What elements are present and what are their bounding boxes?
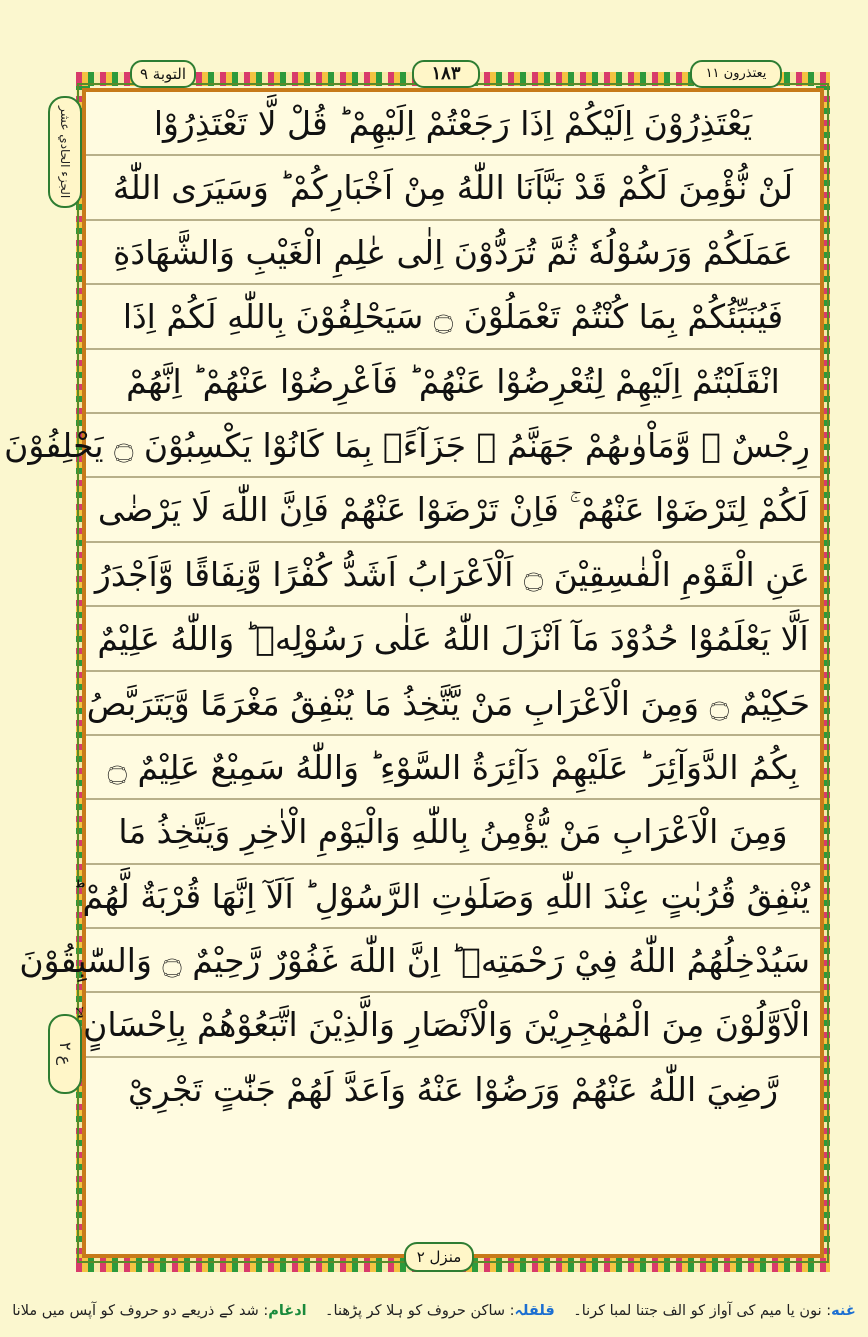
verse-line: يُنْفِقُ قُرُبٰتٍ عِنْدَ اللّٰهِ وَصَلَوٰتِ الرَّسُوْلِ ؕ اَلَآ اِنَّهَا قُرْبَةٌ لَّهُمْ ؕ [86,865,820,929]
legend-term-idgham: ادغام [268,1303,307,1319]
legend-term-qalqala: قلقلہ [514,1303,555,1319]
verse-line: الْاَوَّلُوْنَ مِنَ الْمُهٰجِرِيْنَ وَالْاَنْصَارِ وَالَّذِيْنَ اتَّبَعُوْهُمْ بِاِحْسَانٍ ۙ [86,993,820,1057]
verse-line: سَيُدْخِلُهُمُ اللّٰهُ فِيْ رَحْمَتِهٖ ؕ اِنَّ اللّٰهَ غَفُوْرٌ رَّحِيْمٌ ۝ وَالسّٰبِقُوْنَ [86,929,820,993]
surah-name-label: التوبة ٩ [130,60,196,88]
ruku-marker: ع ٢ [48,1014,82,1094]
manzil-label: منزل ٢ [404,1242,474,1272]
legend-term-ghunna: غنه [831,1303,856,1319]
verse-line: فَيُنَبِّئُكُمْ بِمَا كُنْتُمْ تَعْمَلُوْنَ ۝ سَيَحْلِفُوْنَ بِاللّٰهِ لَكُمْ اِذَا [86,285,820,349]
verse-line: يَعْتَذِرُوْنَ اِلَيْكُمْ اِذَا رَجَعْتُمْ اِلَيْهِمْ ؕ قُلْ لَّا تَعْتَذِرُوْا [86,92,820,156]
page-number: ١٨٣ [412,60,480,88]
verse-line: عَنِ الْقَوْمِ الْفٰسِقِيْنَ ۝ اَلْاَعْرَابُ اَشَدُّ كُفْرًا وَّنِفَاقًا وَّاَجْدَرُ [86,543,820,607]
verse-line: رِجْسٌ ؗ وَّمَاْوٰىهُمْ جَهَنَّمُ ۚ جَزَآءًۢ بِمَا كَانُوْا يَكْسِبُوْنَ ۝ يَحْلِفُوْنَ [86,414,820,478]
verse-line: عَمَلَكُمْ وَرَسُوْلُهٗ ثُمَّ تُرَدُّوْنَ اِلٰى عٰلِمِ الْغَيْبِ وَالشَّهَادَةِ [86,221,820,285]
verse-line: وَمِنَ الْاَعْرَابِ مَنْ يُّؤْمِنُ بِاللّٰهِ وَالْيَوْمِ الْاٰخِرِ وَيَتَّخِذُ مَا [86,800,820,864]
verse-line: رَّضِيَ اللّٰهُ عَنْهُمْ وَرَضُوْا عَنْهُ وَاَعَدَّ لَهُمْ جَنّٰتٍ تَجْرِيْ [127,1069,779,1109]
verse-line: حَكِيْمٌ ۝ وَمِنَ الْاَعْرَابِ مَنْ يَّتَّخِذُ مَا يُنْفِقُ مَغْرَمًا وَّيَتَرَبَّصُ [86,672,820,736]
legend-text-qalqala: : ساکن حروف کو ہلا کر پڑھنا۔ [325,1303,515,1319]
legend-text-ghunna: : نون یا میم کی آواز کو الف جتنا لمبا کرنا۔ [573,1303,832,1319]
page-header [0,56,868,88]
verse-line: لَكُمْ لِتَرْضَوْا عَنْهُمْ ۚ فَاِنْ تَرْضَوْا عَنْهُمْ فَاِنَّ اللّٰهَ لَا يَرْضٰى [86,478,820,542]
legend-text-idgham: : شد کے ذریعے دو حروف کو آپس میں ملانا [12,1303,269,1319]
juz-name-label: يعتذرون ١١ [690,60,782,88]
juz-side-label: الجزء الحادي عشر [48,96,82,208]
verse-line: اَلَّا يَعْلَمُوْا حُدُوْدَ مَآ اَنْزَلَ اللّٰهُ عَلٰى رَسُوْلِهٖ ؕ وَاللّٰهُ عَلِيْمٌ [86,607,820,671]
verse-line: بِكُمُ الدَّوَآئِرَ ؕ عَلَيْهِمْ دَآئِرَةُ السَّوْءِ ؕ وَاللّٰهُ سَمِيْعٌ عَلِيْمٌ ۝ [86,736,820,800]
verse-line: لَنْ نُّؤْمِنَ لَكُمْ قَدْ نَبَّاَنَا اللّٰهُ مِنْ اَخْبَارِكُمْ ؕ وَسَيَرَى اللّٰهُ [86,156,820,220]
tajweed-legend [12,1296,856,1326]
verse-line: انْقَلَبْتُمْ اِلَيْهِمْ لِتُعْرِضُوْا عَنْهُمْ ؕ فَاَعْرِضُوْا عَنْهُمْ ؕ اِنَّهُمْ [86,350,820,414]
